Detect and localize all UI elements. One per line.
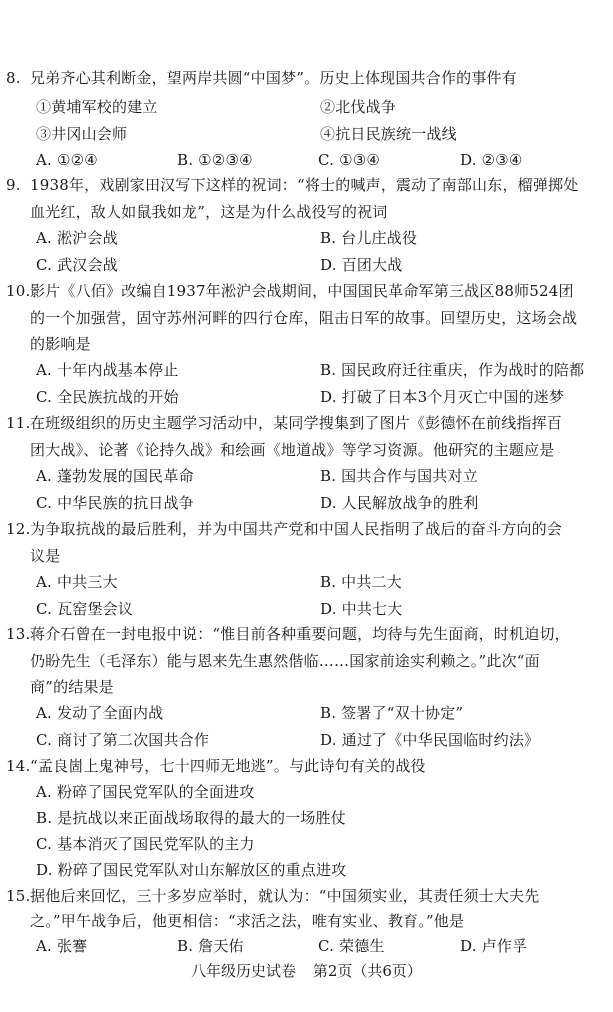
option-c: C. ①③④	[318, 151, 381, 169]
option-c: C. 基本消灭了国民党军队的主力	[36, 835, 255, 853]
option-d: D. 百团大战	[320, 256, 403, 274]
option-a: A. 十年内战基本停止	[36, 361, 179, 379]
item-3: ③井冈山会师	[36, 125, 128, 143]
question-number: 13.	[6, 625, 31, 643]
option-a: A. 蓬勃发展的国民革命	[36, 467, 194, 485]
question-number: 12.	[6, 520, 31, 538]
page-footer	[0, 960, 613, 982]
item-1: ①黄埔军校的建立	[36, 98, 158, 116]
option-a: A. 张謇	[36, 937, 88, 955]
question-stem-line: 之。”甲午战争后，他更相信：“求活之法，唯有实业、教育。”他是	[30, 912, 465, 930]
item-2: ②北伐战争	[320, 98, 397, 116]
option-d: D. 粉碎了国民党军队对山东解放区的重点进攻	[36, 861, 347, 879]
question-number: 11.	[6, 414, 31, 432]
option-b: B. 国民政府迁往重庆，作为战时的陪都	[320, 361, 585, 379]
question-stem-line: 商”的结果是	[30, 678, 114, 696]
question-stem-line: 血光红，敌人如鼠我如龙”，这是为什么战役写的祝词	[30, 203, 388, 221]
exam-title: 八年级历史试卷	[191, 962, 297, 980]
option-d: D. 打破了日本3个月灭亡中国的迷梦	[320, 388, 565, 406]
option-c: C. 全民族抗战的开始	[36, 388, 179, 406]
question-number: 9.	[6, 176, 21, 194]
option-d: D. ②③④	[460, 151, 523, 169]
option-a: A. 中共三大	[36, 573, 118, 591]
option-c: C. 中华民族的抗日战争	[36, 494, 194, 512]
question-stem-line: 仍盼先生（毛泽东）能与恩来先生惠然偕临……国家前途实利赖之。”此次“面	[30, 652, 540, 670]
question-stem-line: 蒋介石曾在一封电报中说：“惟目前各种重要问题，均待与先生面商，时机迫切，	[30, 625, 570, 643]
option-c: C. 商讨了第二次国共合作	[36, 731, 210, 749]
option-b: B. 签署了“双十协定”	[320, 704, 464, 722]
option-d: D. 通过了《中华民国临时约法》	[320, 731, 540, 749]
option-b: B. 詹天佑	[177, 937, 244, 955]
question-number: 10.	[6, 282, 31, 300]
question-number: 15.	[6, 887, 31, 905]
option-d: D. 中共七大	[320, 600, 403, 618]
option-d: D. 人民解放战争的胜利	[320, 494, 479, 512]
option-b: B. 中共二大	[320, 573, 402, 591]
option-a: A. 发动了全面内战	[36, 704, 164, 722]
option-c: C. 武汉会战	[36, 256, 118, 274]
question-stem-line: 据他后来回忆，三十多岁应举时，就认为：“中国须实业，其责任须士大夫先	[30, 887, 540, 905]
question-stem-line: 1938年，戏剧家田汉写下这样的祝词：“将士的喊声，震动了南部山东，榴弹掷处	[30, 176, 579, 194]
option-a: A. 淞沪会战	[36, 229, 118, 247]
item-4: ④抗日民族统一战线	[320, 125, 457, 143]
question-stem-line: 团大战》、论著《论持久战》和绘画《地道战》等学习资源。他研究的主题应是	[30, 441, 555, 459]
option-c: C. 瓦窑堡会议	[36, 600, 134, 618]
question-stem-line: 的一个加强营，固守苏州河畔的四行仓库，阻击日军的故事。回望历史，这场会战	[30, 309, 578, 327]
option-b: B. 国共合作与国共对立	[320, 467, 478, 485]
option-a: A. 粉碎了国民党军队的全面进攻	[36, 783, 255, 801]
option-b: B. ①②③④	[177, 151, 253, 169]
question-stem-line: 兄弟齐心其利断金，望两岸共圆“中国梦”。历史上体现国共合作的事件有	[30, 69, 517, 87]
question-number: 8.	[6, 69, 21, 87]
question-stem-line: “孟良崮上鬼神号，七十四师无地逃”。与此诗句有关的战役	[30, 757, 426, 775]
question-stem-line: 议是	[30, 547, 61, 565]
question-stem-line: 的影响是	[30, 335, 91, 353]
question-stem-line: 在班级组织的历史主题学习活动中，某同学搜集到了图片《彭德怀在前线指挥百	[30, 414, 563, 432]
option-c: C. 荣德生	[318, 937, 385, 955]
option-a: A. ①②④	[36, 151, 98, 169]
question-stem-line: 为争取抗战的最后胜利，并为中国共产党和中国人民指明了战后的奋斗方向的会	[30, 520, 563, 538]
option-b: B. 是抗战以来正面战场取得的最大的一场胜仗	[36, 809, 346, 827]
question-stem-line: 影片《八佰》改编自1937年淞沪会战期间，中国国民革命军第三战区88师524团	[30, 282, 574, 300]
option-d: D. 卢作孚	[460, 937, 528, 955]
question-number: 14.	[6, 757, 31, 775]
option-b: B. 台儿庄战役	[320, 229, 418, 247]
page-number: 第2页（共6页）	[312, 962, 422, 980]
